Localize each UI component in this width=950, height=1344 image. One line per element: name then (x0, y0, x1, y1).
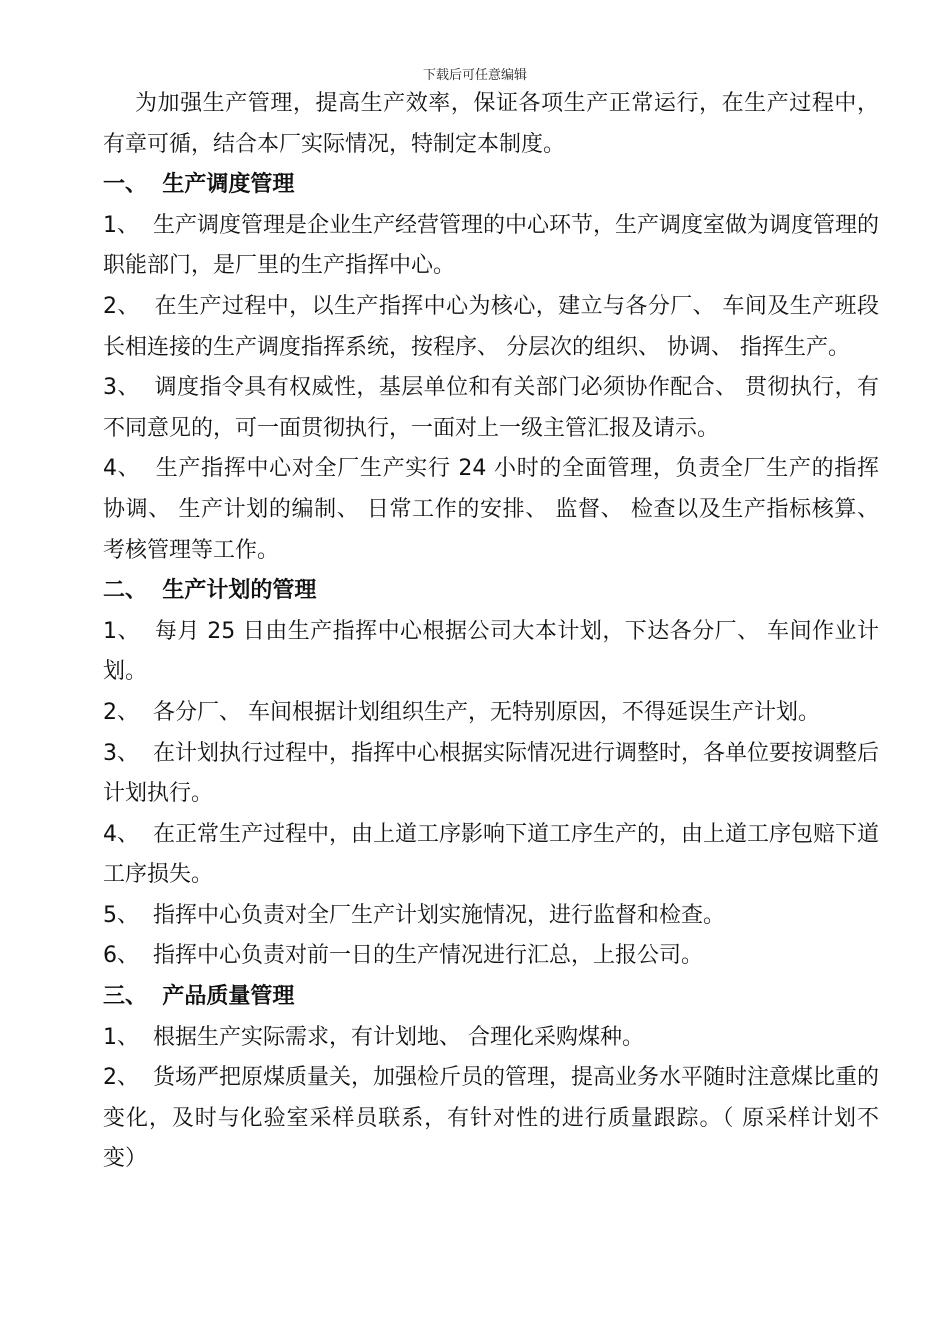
section-heading: 一、 生产调度管理 (103, 172, 295, 198)
list-item: 4、 在正常生产过程中，由上道工序影响下道工序生产的，由上道工序包赔下道工序损失。 (103, 821, 879, 888)
list-item: 2、 在生产过程中，以生产指挥中心为核心，建立与各分厂、 车间及生产班段长相连接的生产调度指挥系统，按程序、 分层次的组织、 协调、 指挥生产。 (103, 293, 879, 360)
section-quality (103, 977, 879, 1180)
section-planning (103, 571, 879, 977)
section-scheduling (103, 165, 886, 571)
list-item: 3、 调度指令具有权威性，基层单位和有关部门必须协作配合、 贯彻执行，有不同意见的，可一面贯彻执行，一面对上一级主管汇报及请示。 (103, 375, 879, 441)
section-heading: 三、 产品质量管理 (103, 984, 295, 1010)
list-item: 1、 每月 25 日由生产指挥中心根据公司大本计划，下达各分厂、 车间作业计划。 (103, 618, 879, 685)
list-item: 1、 根据生产实际需求，有计划地、 合理化采购煤种。 (103, 1024, 644, 1050)
section-heading: 二、 生产计划的管理 (103, 578, 317, 604)
list-item: 5、 指挥中心负责对全厂生产计划实施情况，进行监督和检查。 (103, 902, 725, 928)
document-body (103, 84, 886, 1180)
list-item: 1、 生产调度管理是企业生产经营管理的中心环节，生产调度室做为调度管理的职能部门，是厂里的生产指挥中心。 (103, 212, 879, 279)
intro-paragraph: 为加强生产管理，提高生产效率，保证各项生产正常运行，在生产过程中， 有章可循，结合本厂实际情况，特制定本制度。 (103, 91, 886, 157)
list-item: 3、 在计划执行过程中，指挥中心根据实际情况进行调整时，各单位要按调整后计划执行。 (103, 740, 879, 807)
list-item: 2、 货场严把原煤质量关，加强检斤员的管理，提高业务水平随时注意煤比重的变化，及时与化验室采样员联系，有针对性的进行质量跟踪。（ 原采样计划不变） (103, 1065, 879, 1172)
header-note: 下载后可任意编辑 (422, 68, 527, 83)
list-item: 2、 各分厂、 车间根据计划组织生产，无特别原因，不得延误生产计划。 (103, 699, 820, 725)
list-item: 6、 指挥中心负责对前一日的生产情况进行汇总，上报公司。 (103, 943, 703, 969)
list-item: 4、 生产指挥中心对全厂生产实行 24 小时的全面管理，负责全厂生产的指挥 协调、 生产计划的编制、 日常工作的安排、 监督、 检查以及生产指标核算、 考核管理等工作。 (103, 456, 886, 563)
